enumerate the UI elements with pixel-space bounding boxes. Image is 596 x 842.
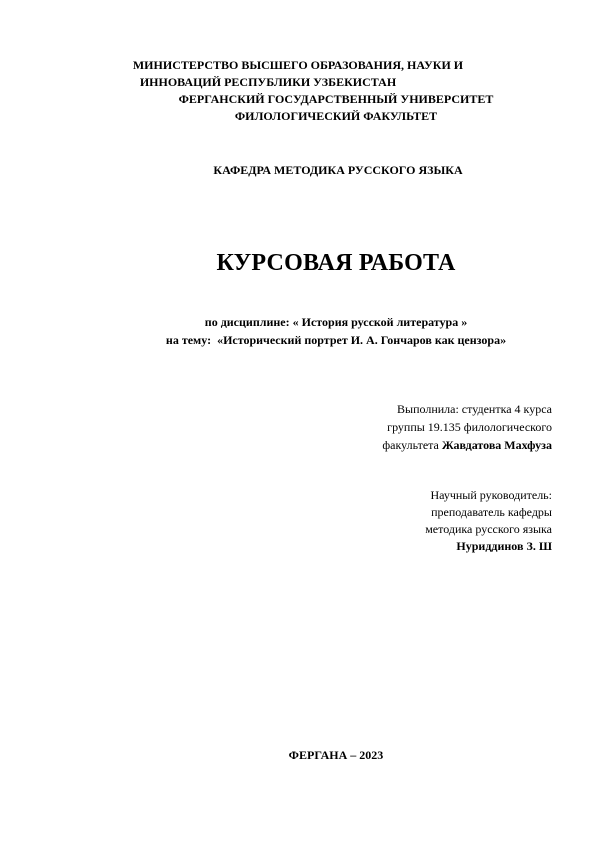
author-block [382,400,552,454]
city-year: ФЕРГАНА – 2023 [288,748,384,762]
advisor-line-2: преподаватель кафедры [431,505,552,519]
header-line-ministry: МИНИСТЕРСТВО ВЫСШЕГО ОБРАЗОВАНИЯ, НАУКИ И [132,58,464,72]
advisor-line-3: методика русского языка [425,522,552,536]
department-text: КАФЕДРА МЕТОДИКА РУССКОГО ЯЗЫКА [213,163,463,177]
advisor-block [425,487,552,555]
topic-line: на тему: «Исторический портрет И. А. Гончаров как цензора» [165,333,507,347]
document-title: КУРСОВАЯ РАБОТА [216,250,456,276]
author-line-1: Выполнила: студентка 4 курса [397,402,552,416]
discipline-block [0,313,596,349]
header-line-republic: ИННОВАЦИЙ РЕСПУБЛИКИ УЗБЕКИСТАН [139,75,397,89]
author-line-3 [382,436,552,454]
header-line-faculty: ФИЛОЛОГИЧЕСКИЙ ФАКУЛЬТЕТ [234,109,438,123]
author-faculty-prefix: факультета [382,438,442,452]
advisor-line-1: Научный руководитель: [430,488,552,502]
author-name: Жавдатова Махфуза [441,438,552,452]
header-line-university: ФЕРГАНСКИЙ ГОСУДАРСТВЕННЫЙ УНИВЕРСИТЕТ [178,92,494,106]
discipline-line: по дисциплине: « История русской литература » [204,315,468,329]
institution-header [0,57,596,125]
advisor-name: Нуриддинов З. Ш [456,539,552,553]
author-line-2: группы 19.135 филологического [387,420,552,434]
department-name [40,162,596,178]
